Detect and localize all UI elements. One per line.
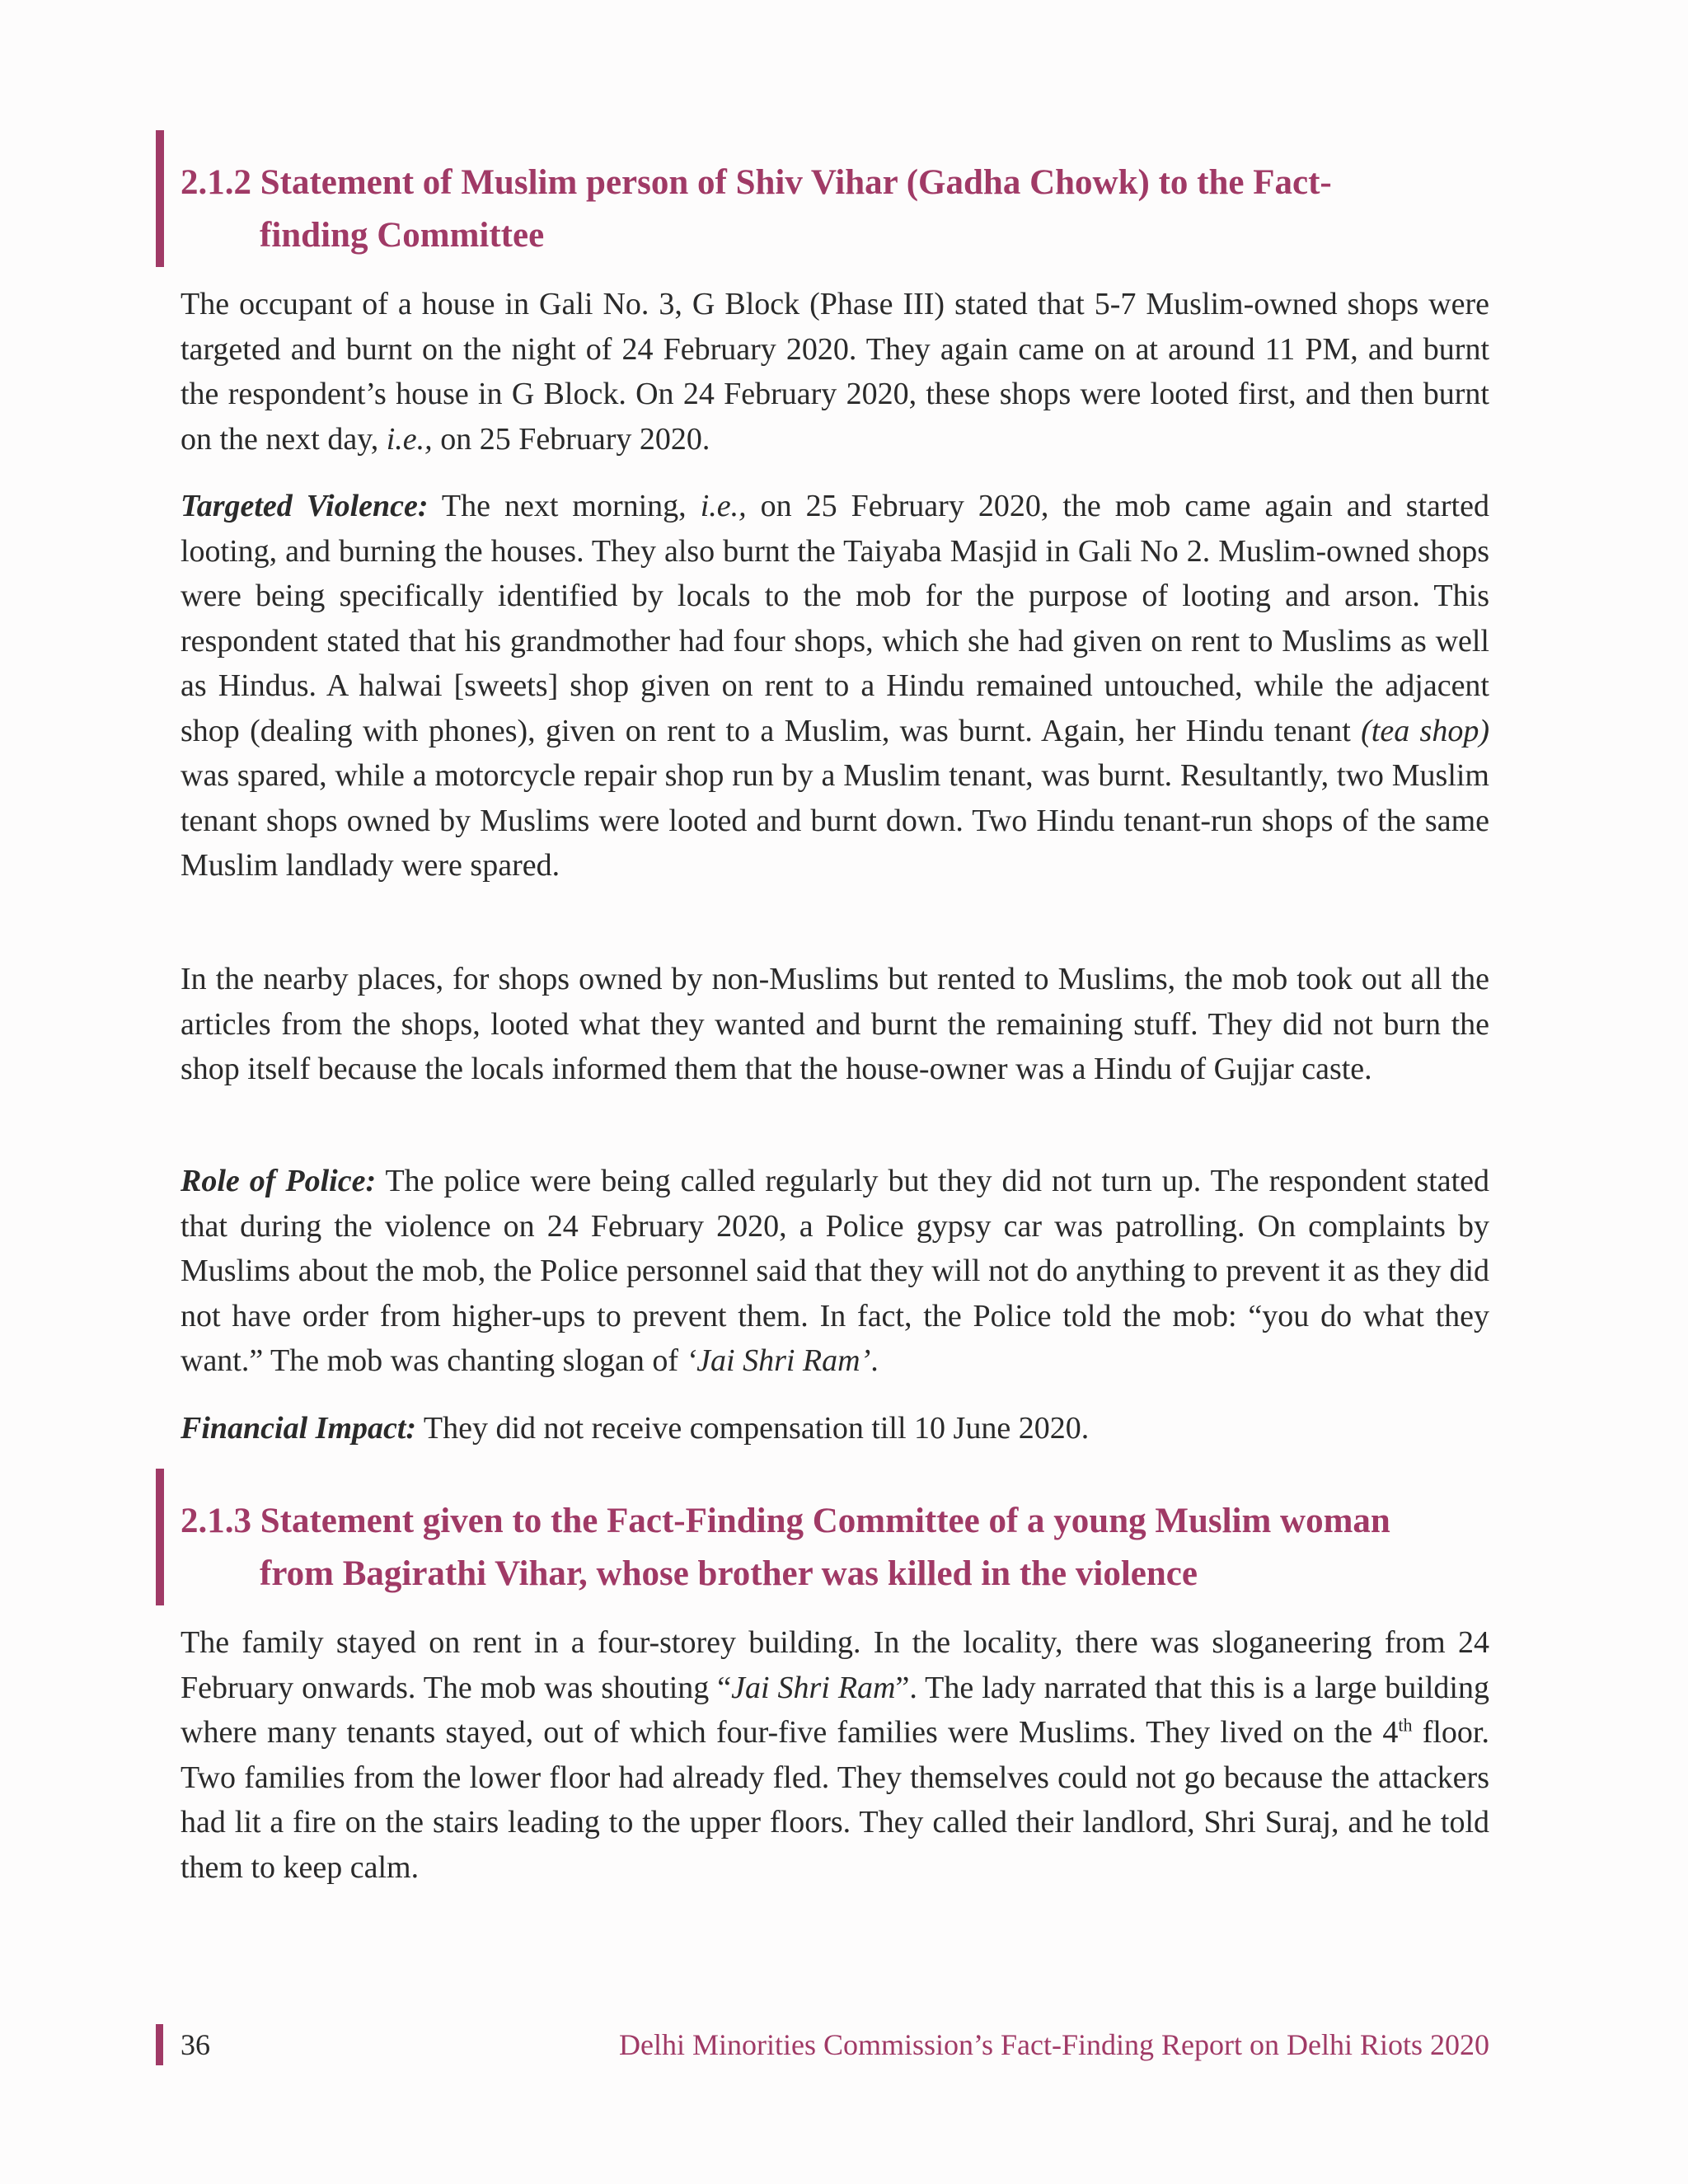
paragraph-nearby-places: In the nearby places, for shops owned by non-Muslims but rented to Muslims, the mob took out all the articles from the shops, looted what they wanted and burnt the remaining stuff. They did not burn the shop itself because the locals informed them that the house-owner was a Hindu of Gujjar caste. (181, 962, 1489, 1086)
text: on 25 February 2020. (432, 421, 710, 457)
footer-accent-bar (156, 2024, 163, 2065)
text: The police were being called regularly but they did not turn up. The respondent stated that during the violence on 24 February 2020, a Police gypsy car was patrolling. On complaints by Muslims about the mob, the Police personnel said that they will not do anything to prevent it as they did not have order from higher-ups to prevent them. In fact, the Police told the mob: “you do what they want.” The mob was chanting slogan of (181, 1164, 1490, 1378)
text: The family stayed on rent in a four-storey building. In the locality, there was sloganeering from 24 February onwards. The mob was shouting “ (181, 1625, 1489, 1705)
section-heading-2-1-3 (181, 1495, 1489, 1601)
text: The occupant of a house in Gali No. 3, G Block (Phase III) stated that 5-7 Muslim-owned shops were targeted and burnt on the night of 24 February 2020. They again came on at around 11 PM, and burnt the respondent’s house in G Block. On 24 February 2020, these shops were looted first, and then burnt on the next day, (181, 287, 1489, 457)
page-number: 36 (181, 2028, 210, 2061)
paragraph-occupant (181, 282, 1489, 462)
section-heading-2-1-2 (181, 157, 1489, 262)
heading-line-1: 2.1.2 Statement of Muslim person of Shiv Vihar (Gadha Chowk) to the Fact- (181, 163, 1332, 202)
text: on 25 February 2020, the mob came again and started looting, and burning the houses. They also burnt the Taiyaba Masjid in Gali No 2. Muslim-owned shops were being specifically identified by locals to the mob for the purpose of looting and arson. This respondent stated that his grandmother had four shops, which she had given on rent to Muslims as well as Hindus. A halwai [sweets] shop given on rent to a Hindu remained untouched, while the adjacent shop (dealing with phones), given on rent to a Muslim, was burnt. Again, her Hindu tenant (181, 489, 1489, 748)
paragraph-targeted-violence (181, 484, 1489, 888)
italic-text: i.e., (700, 489, 747, 523)
text: was spared, while a motorcycle repair shop run by a Muslim tenant, was burnt. Resultantly, two Muslim tenant shops owned by Muslims were looted and burnt down. Two Hindu tenant-run shops of the same Muslim landlady were spared. (181, 758, 1489, 883)
heading-line-2: finding Committee (260, 216, 545, 255)
text: They did not receive compensation till 10 June 2020. (416, 1411, 1090, 1446)
heading-line-2: from Bagirathi Vihar, whose brother was killed in the violence (260, 1554, 1198, 1593)
italic-text: Jai Shri Ram (731, 1670, 896, 1705)
footer-report-title: Delhi Minorities Commission’s Fact-Finding Report on Delhi Riots 2020 (618, 2028, 1489, 2061)
heading-accent-bar (156, 1469, 164, 1605)
italic-text: i.e., (386, 421, 433, 457)
paragraph-lead: Role of Police: (181, 1164, 377, 1198)
paragraph-lead: Financial Impact: (181, 1411, 417, 1446)
paragraph-lead: Targeted Violence: (181, 489, 429, 523)
paragraph-role-of-police (181, 1159, 1489, 1384)
heading-line-1: 2.1.3 Statement given to the Fact-Finding Committee of a young Muslim woman (181, 1502, 1390, 1540)
heading-accent-bar (156, 130, 164, 267)
text: The next morning, (428, 489, 701, 523)
text: floor. Two families from the lower floor had already fled. They themselves could not go because the attackers had lit a fire on the stairs leading to the upper floors. They called their landlord, Shri Suraj, and he told them to keep calm. (181, 1715, 1489, 1885)
text: ”. The lady narrated that this is a large building where many tenants stayed, out of which four-five families were Muslims. They lived on the 4 (181, 1670, 1489, 1750)
italic-text: ‘Jai Shri Ram’ (686, 1343, 871, 1378)
paragraph-financial-impact (181, 1406, 1489, 1451)
paragraph-family-building (181, 1620, 1489, 1890)
text: . (870, 1343, 879, 1378)
superscript: th (1398, 1714, 1413, 1736)
italic-text: (tea shop) (1361, 713, 1489, 748)
